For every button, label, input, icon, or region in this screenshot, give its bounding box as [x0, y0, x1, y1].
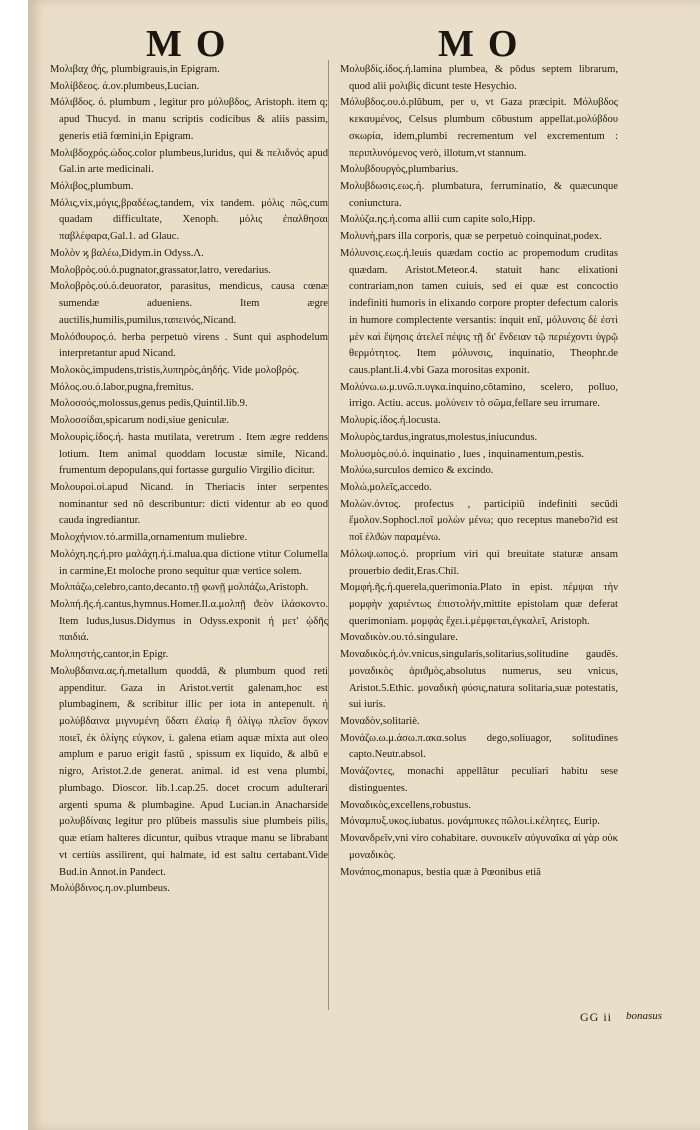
dictionary-entry: Μολίβδεος. ά.ον.plumbeus,Lucian.	[50, 80, 200, 92]
dictionary-entry: Μολυνὴ,pars illa corporis, quæ se perpetuò coinquinat,podex.	[340, 231, 602, 243]
dictionary-entry: Μονάζω.ω.μ.άσω.π.ακα.solus dego,soliuagor, solitudines capto.Neutr.absol.	[340, 732, 618, 761]
dictionary-entry: Μολοσσίδαι,spicarum nodi,siue geniculæ.	[50, 415, 230, 427]
dictionary-entry: Μολὸν ϗ βαλέω,Didym.in Odyss.Λ.	[50, 247, 204, 259]
dictionary-entry: Μόλιβδος. ό. plumbum , legitur pro μόλυβδος, Aristoph. item q; apud Thucyd. in manu scriptis codicibus & aliis passim, generis etiã fœmini,in Epigram.	[50, 97, 328, 142]
dictionary-entry: Μολύζα.ης.ή.coma allii cum capite solo,Hipp.	[340, 214, 536, 226]
dictionary-entry: Μολοχήνιον.τό.armilla,ornamentum muliebre.	[50, 532, 248, 544]
dictionary-entry: Μολοσσός,molossus,genus pedis,Quintil.lib.9.	[50, 398, 248, 410]
dictionary-entry: Μοναδὸν,solitariè.	[340, 716, 420, 728]
dictionary-entry: Μολουρὶς.ίδος.ή. hasta mutilata, veretrum . Item ægre reddens lotium. Item animal quoddam locustæ simile, Nicand. frumentum depopulans,qui fortasse gurgulio Virgilio dicitur.	[50, 431, 328, 477]
dictionary-entry: Μολοβρὸς.ού.ό.pugnator,grassator,latro, veredarius.	[50, 264, 271, 276]
dictionary-entry: Μολυσμὸς.ού.ό. inquinatio , lues , inquinamentum,pestis.	[340, 448, 585, 460]
running-head	[28, 22, 700, 66]
dictionary-entry: Μολιβδοχρός.ώδος.color plumbeus,luridus, qui & πελιδνός apud Gal.in arte medicinali.	[50, 147, 328, 176]
catchword: bonasus	[626, 1010, 663, 1022]
signature-mark: GG ii	[580, 1010, 612, 1024]
dictionary-entry: Μόναμπυξ.υκος.iubatus. μονάμπυκες πῶλοι.i.κέλητες, Eurip.	[340, 816, 600, 828]
dictionary-entry: Μολυρὶς.ίδος.ή.locusta.	[340, 415, 441, 427]
dictionary-entry: Μολυβδωσις.εως.ή. plumbatura, ferruminatio, & quæcunque coniunctura.	[340, 181, 618, 209]
running-head-right: MO	[438, 23, 532, 65]
page-footer	[28, 1010, 700, 1030]
dictionary-entry: Μοναδικὸς,excellens,robustus.	[340, 799, 471, 811]
dictionary-entry: Μολυβδαινα.ας.ή.metallum quoddã, & plumbum quod reti appenditur. Gaza in Aristot.vertit galenam,hoc est plumbaginem, & scribitur illic per iota in antepenult. ή μολύβδαινα μιγνυμένη ὕδατι ἐλαίῳ ἢ ὀλίγῳ πλεῖον ὄγκον ποιεῖ, ἐκ ὀλίγης εὐγκον, i. galena etiam aquæ mixta aut oleo amplum e paruo erigit fastũ , spissum ex liquido, & albũ e nigro, Aristot.2.de generat. animal. id est vena plumbi, plumbago. Dioscor. lib.1.cap.25. docet crocum adulterari argenti spuma & plumbagine. Apud Lucian.in Anacharside μολυβδίναις legitur pro plũbeis massulis siue plumbeis pilis, quæ etiam halteres dicuntur, quibus vtraque manu se librabant vt certiùs assilirent, qui halmate, id est saltu certabant.Vide Bud.in Annot.in Pandect.	[50, 665, 328, 878]
dictionary-entry: Μολουροὶ.οἱ.apud Nicand. in Theriacis inter serpentes nominantur sed nõ describuntur: dicti videntur ab eo quod cauda ingrediantur.	[50, 481, 328, 527]
book-page	[28, 0, 700, 1130]
dictionary-entry: Μολπηστής,cantor,in Epigr.	[50, 649, 169, 661]
dictionary-entry: Μολύνω.ω.μ.υνῶ.π.υγκα.inquino,cõtamino, scelero, polluo, irrigo. Actiu. accus. μολύνειν τὸ σῶμα,fellare seu irrumare.	[340, 381, 618, 410]
dictionary-entry: Μονανδρεῖν,vni viro cohabitare. συνοικεῖν αὐγυναῖκα αἰ γὰρ οὐκ μοναδικὸς.	[340, 833, 618, 861]
dictionary-entry: Μολπάζω,celebro,canto,decanto.τῇ φωνῇ μολπάζω,Aristoph.	[50, 582, 309, 594]
dictionary-entry: Μολόχη.ης.ή.pro μαλάχη.ή.i.malua.qua dictione vtitur Columella in carmine,Et moloche prono sequitur quæ vertice solem.	[50, 548, 328, 577]
right-column	[340, 62, 618, 881]
dictionary-entry: Μολπή.ῆς.ή.cantus,hymnus.Homer.Il.α.μολπῇ ϑεὸν ἱλάσκοντο. Item ludus,lusus.Didymus in Odyss.exponit ή μετ' ᾠδῆς παιδιά.	[50, 599, 328, 644]
dictionary-entry: Μολυβδουργὸς,plumbarius.	[340, 164, 459, 176]
dictionary-entry: Μολιβαχ ϑής, plumbigrauis,in Epigram.	[50, 64, 220, 75]
dictionary-entry: Μόλυβδος.ου.ό.plũbum, per υ, vt Gaza præcipit. Μόλυβδος κεκαυμένος, Celsus plumbum cõbustum appellat.μολύβδου σκωρία, idem,plumbi recrementum vel excrementum : περιπλυνόμενος verò, illotum,vt stannum.	[340, 97, 618, 159]
dictionary-entry: Μολὼν.όντος. profectus , participiũ indefiniti secũdi ἔμολον.Sophocl.ποῖ μολὼν μένω; quo receptus manebo?id est ποῖ ἐλϑὼν παραμένω.	[340, 498, 618, 544]
dictionary-entry: Μοναδικὸς.ή.όν.vnicus,singularis,solitarius,solitudine gaudẽs. μοναδικὸς ἀριϑμὸς,absolutus numerus, seu vnicus, Aristot.5.Ethic. μοναδικὴ φύσις,natura solitaria,suæ potestatis, sui iuris.	[340, 649, 618, 711]
dictionary-entry: Μολυρὸς,tardus,ingratus,molestus,iniucundus.	[340, 431, 538, 443]
dictionary-entry: Μολοκὸς,impudens,tristis,λυπηρὸς,ἀηδής. Vide μολοβρός.	[50, 364, 300, 376]
dictionary-entry: Μολόϑουρος.ό. herba perpetuò virens . Sunt qui asphodelum interpretantur apud Nicand.	[50, 331, 328, 360]
dictionary-entry: Μολύω,surculos demico & excindo.	[340, 465, 494, 477]
dictionary-entry: Μόλωψ.ωπος.ό. proprium viri qui breuitate staturæ ansam prouerbio dedit,Eras.Chil.	[340, 548, 618, 577]
running-head-left: MO	[146, 23, 240, 65]
dictionary-entry: Μολυβδίς.ίδος.ή.lamina plumbea, & pōdus septem librarum, quod alii μολιβὶς dicunt teste Hesychio.	[340, 64, 618, 92]
left-column	[50, 62, 328, 898]
dictionary-entry: Μονάπος,monapus, bestia quæ à Pœonibus etiã	[340, 866, 541, 878]
dictionary-entry: Μολώ,μολεῖς,accedo.	[340, 481, 432, 493]
dictionary-entry: Μονάζοντες, monachi appellãtur peculiari habitu sese distinguentes.	[340, 766, 618, 794]
dictionary-entry: Μοναδικὸν.ου.τό.singulare.	[340, 632, 458, 644]
dictionary-entry: Μολοβρὸς.ού.ό.deuorator, parasitus, mendicus, causa cœnæ sumendæ adueniens. Item ægre auctilis,humilis,pumilus,ταπεινός,Nicand.	[50, 281, 328, 326]
dictionary-entry: Μομφή.ῆς.ή.querela,querimonia.Plato in epist. πέμψαι τὴν μομφὴν χαριέντως ἐπιστολήν,mittite epistolam quæ deferat querimoniam. μομφάς ἔχει.i.μέμφεται,ἐγκαλεῖ, Aristoph.	[340, 582, 618, 627]
dictionary-entry: Μόλος.ου.ό.labor,pugna,fremitus.	[50, 381, 194, 393]
column-divider	[328, 60, 329, 1010]
dictionary-entry: Μόλις,vix,μόγις,βραδέως,tandem, vix tandem. μόλις πῶς,cum quadam difficultate, Xenoph. μόλις ἐπαλθησαι παβλέφαρα,Gal.1. ad Glauc.	[50, 197, 328, 243]
dictionary-entry: Μολύβδινος.η.ον.plumbeus.	[50, 883, 170, 895]
dictionary-entry: Μόλυνσις.εως.ή.leuis quædam coctio ac propemodum cruditas quædam. Aristot.Meteor.4. statuit hanc elixationi contrariam,non tamen cuiuis, sed ei quæ est concoctio indefiniti humoris in elixando corpore propter defectum caloris in humore complectente versantis: inquit enĩ, μόλυνσις δὲ ἐστὶ μὲν καὶ ἕψησις ἀτελεῖ πέψις τῇ δι' ἔνδειαν τῷ περιέχοντι ὑγρῷ θερμότητος. Item μόλυνσις, inquinatio, Theophr.de caus.plant.li.4.vbi Gaza morositas exponit.	[340, 247, 618, 376]
dictionary-entry: Μόλιβος,plumbum.	[50, 181, 134, 193]
